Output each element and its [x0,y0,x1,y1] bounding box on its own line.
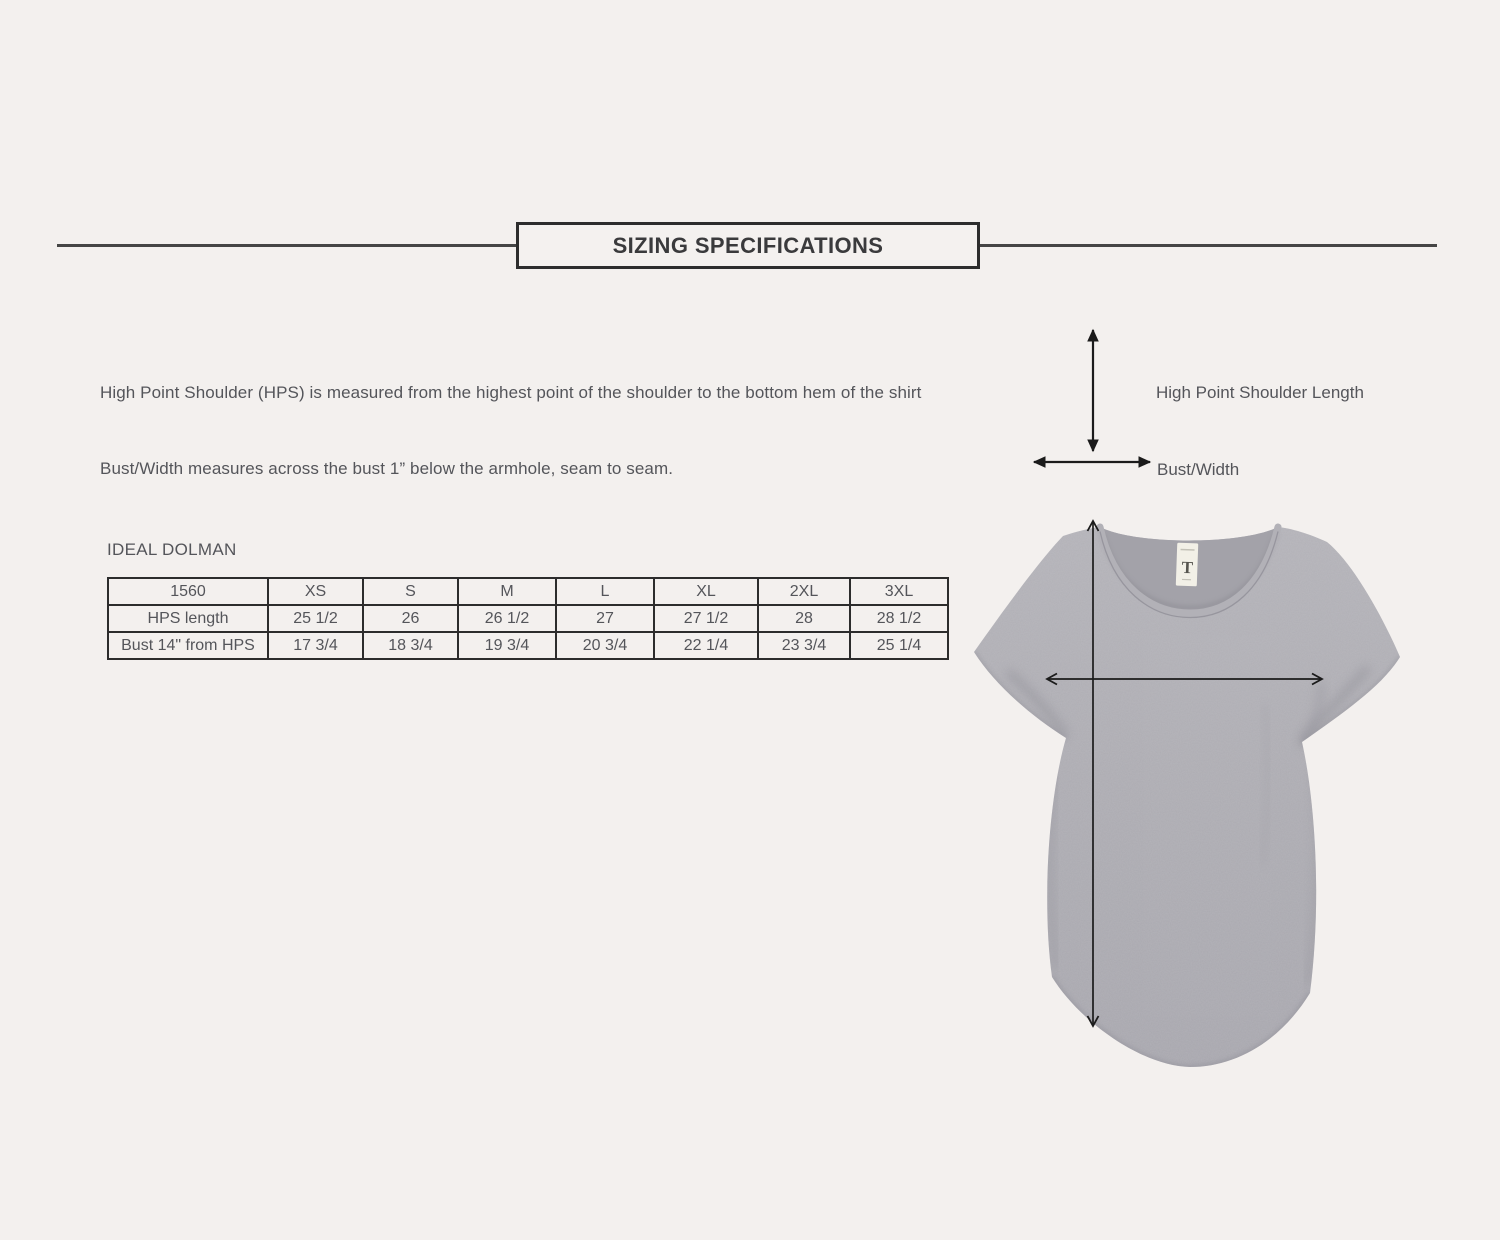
table-header-cell: 2XL [758,578,850,605]
table-header-cell: XS [268,578,363,605]
table-cell: 25 1/4 [850,632,948,659]
section-header-box [516,222,980,269]
table-header-cell: S [363,578,458,605]
table-header-cell: 1560 [108,578,268,605]
table-cell: 28 [758,605,850,632]
table-header-cell: M [458,578,556,605]
table-cell: 27 1/2 [654,605,758,632]
neck-tag [1176,543,1198,587]
table-cell: 26 [363,605,458,632]
table-title: IDEAL DOLMAN [107,540,237,559]
table-cell: 25 1/2 [268,605,363,632]
table-header-row [108,578,948,605]
bust-width-label: Bust/Width [1157,460,1240,479]
table-cell: 18 3/4 [363,632,458,659]
bust-description-text: Bust/Width measures across the bust 1” below the armhole, seam to seam. [100,459,674,478]
measurement-legend-arrows [1020,315,1170,480]
table-cell: 28 1/2 [850,605,948,632]
table-header-cell: 3XL [850,578,948,605]
hps-length-label: High Point Shoulder Length [1156,383,1364,402]
table-header-cell: L [556,578,654,605]
page-title: SIZING SPECIFICATIONS [612,232,884,258]
table-cell: 17 3/4 [268,632,363,659]
hps-description-text: High Point Shoulder (HPS) is measured from the highest point of the shoulder to the bottom hem of the shirt [100,383,922,402]
table-cell: 19 3/4 [458,632,556,659]
table-cell: 22 1/4 [654,632,758,659]
row-label: Bust 14" from HPS [108,632,268,659]
size-table [107,577,949,660]
tshirt-diagram [950,498,1420,1083]
table-cell: 27 [556,605,654,632]
table-cell: 26 1/2 [458,605,556,632]
table-row-bust [108,632,948,659]
table-header-cell: XL [654,578,758,605]
table-cell: 23 3/4 [758,632,850,659]
row-label: HPS length [108,605,268,632]
tag-letter: T [1181,557,1194,578]
table-row-hps-length [108,605,948,632]
table-cell: 20 3/4 [556,632,654,659]
